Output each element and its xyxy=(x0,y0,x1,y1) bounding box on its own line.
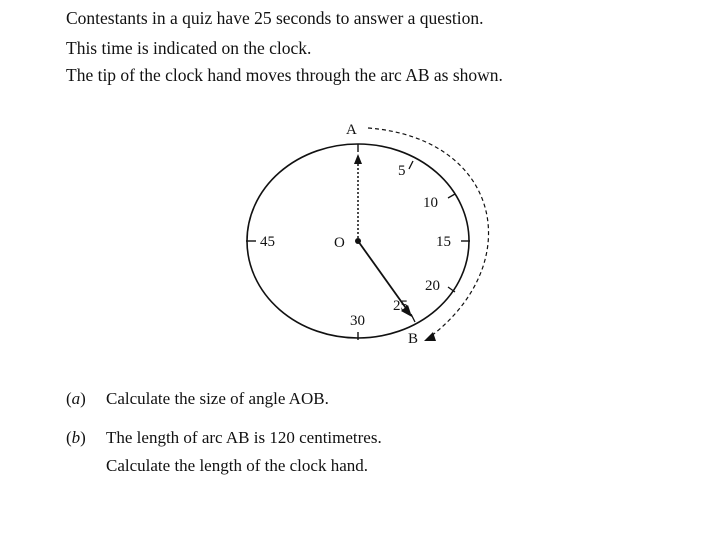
intro-line-3: The tip of the clock hand moves through the arc AB as shown. xyxy=(66,65,503,85)
question-b-line-2: Calculate the length of the clock hand. xyxy=(106,456,368,475)
label-a: A xyxy=(346,122,357,138)
question-a-label: (a) xyxy=(66,389,86,408)
center-dot xyxy=(355,238,361,244)
tick-label-5: 5 xyxy=(398,163,406,179)
tick-label-30: 30 xyxy=(350,313,365,329)
tick-5 xyxy=(409,161,413,169)
label-b: B xyxy=(408,331,419,347)
intro-line-1: Contestants in a quiz have 25 seconds to answer a question. xyxy=(66,8,484,28)
intro-line-2: This time is indicated on the clock. xyxy=(66,38,312,58)
question-b-label: (b) xyxy=(66,428,86,447)
question-a-text: Calculate the size of angle AOB. xyxy=(106,389,329,408)
arc-ab xyxy=(368,128,489,337)
arrowhead-a xyxy=(354,154,362,164)
tick-label-25: 25 xyxy=(393,298,408,314)
label-o: O xyxy=(334,235,345,251)
tick-label-45: 45 xyxy=(260,234,275,250)
tick-25 xyxy=(411,314,415,322)
tick-label-10: 10 xyxy=(423,195,438,211)
question-b xyxy=(66,428,382,448)
tick-label-15: 15 xyxy=(436,234,451,250)
question-b-text: The length of arc AB is 120 centimetres. xyxy=(106,428,382,447)
question-a xyxy=(66,389,329,409)
tick-label-20: 20 xyxy=(425,278,440,294)
tick-10 xyxy=(448,194,455,198)
